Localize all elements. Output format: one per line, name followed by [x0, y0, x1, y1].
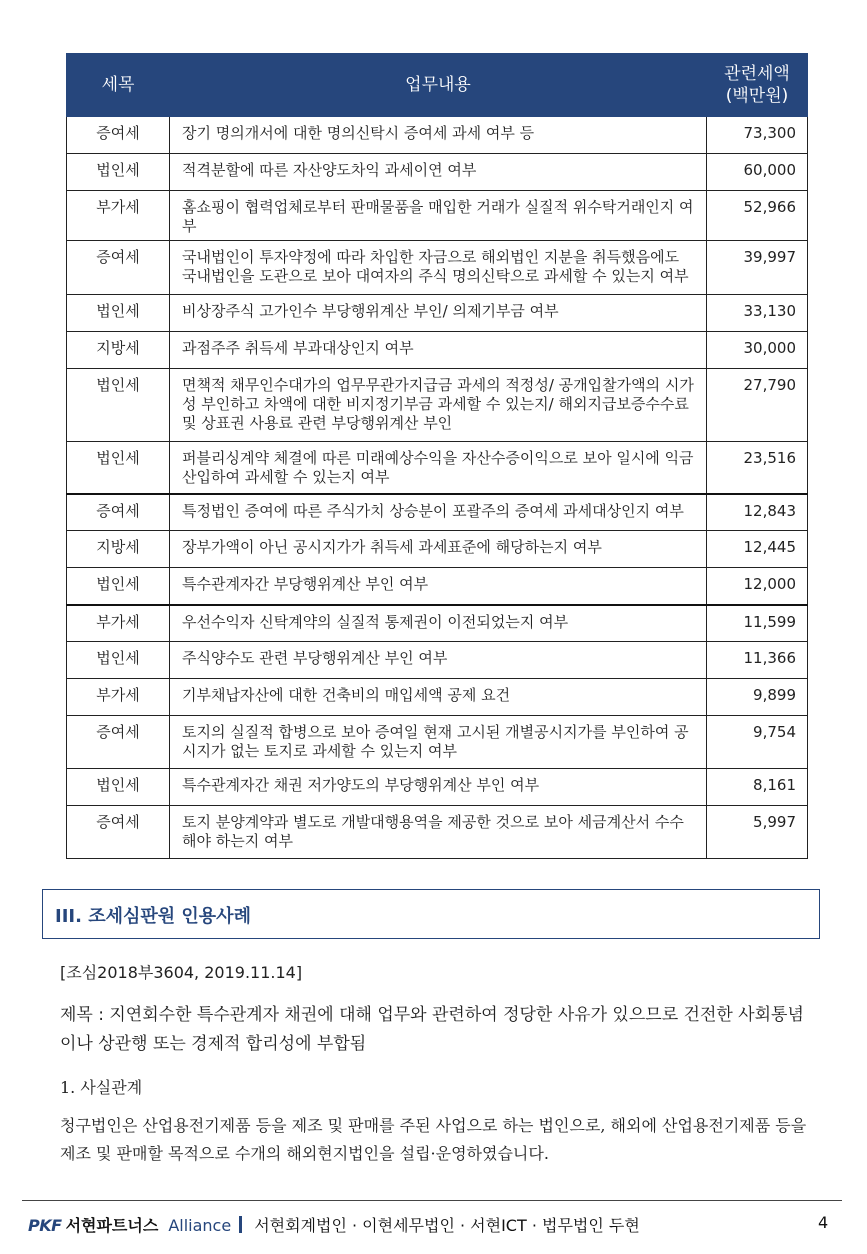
row-desc-cell: 비상장주식 고가인수 부당행위계산 부인/ 의제기부금 여부: [170, 295, 707, 332]
row-desc-cell: 장부가액이 아닌 공시지가가 취득세 과세표준에 해당하는지 여부: [170, 531, 707, 568]
footer-separator: [239, 1216, 242, 1233]
table-header-row: [67, 54, 808, 117]
row-amount-cell: 30,000: [707, 332, 808, 369]
row-tax-cell: 부가세: [67, 605, 170, 642]
row-amount-cell: 11,366: [707, 642, 808, 679]
row-amount-cell: 23,516: [707, 442, 808, 494]
row-tax-cell: 부가세: [67, 191, 170, 241]
table-body: [67, 117, 808, 859]
row-desc-cell: 기부채납자산에 대한 건축비의 매입세액 공제 요건: [170, 679, 707, 716]
section-title: III. 조세심판원 인용사례: [55, 906, 251, 927]
table-row: [67, 117, 808, 154]
row-amount-cell: 9,754: [707, 716, 808, 769]
table-row: [67, 716, 808, 769]
row-amount-cell: 33,130: [707, 295, 808, 332]
row-tax-cell: 법인세: [67, 568, 170, 605]
row-amount-cell: 73,300: [707, 117, 808, 154]
row-tax-cell: 법인세: [67, 295, 170, 332]
row-desc-cell: 우선수익자 신탁계약의 실질적 통제권이 이전되었는지 여부: [170, 605, 707, 642]
row-amount-cell: 9,899: [707, 679, 808, 716]
row-tax-cell: 지방세: [67, 531, 170, 568]
row-desc-cell: 적격분할에 따른 자산양도차익 과세이연 여부: [170, 154, 707, 191]
table-row: [67, 241, 808, 295]
table-row: [67, 442, 808, 494]
row-tax-cell: 증여세: [67, 806, 170, 859]
row-desc-cell: 주식양수도 관련 부당행위계산 부인 여부: [170, 642, 707, 679]
row-amount-cell: 27,790: [707, 369, 808, 442]
row-tax-cell: 법인세: [67, 442, 170, 494]
row-tax-cell: 증여세: [67, 241, 170, 295]
row-desc-cell: 특수관계자간 부당행위계산 부인 여부: [170, 568, 707, 605]
row-tax-cell: 법인세: [67, 369, 170, 442]
row-tax-cell: 증여세: [67, 494, 170, 531]
table-row: [67, 369, 808, 442]
header-amount-line1: 관련세액: [724, 64, 790, 84]
facts-paragraph: 청구법인은 산업용전기제품 등을 제조 및 판매를 주된 사업으로 하는 법인으로, 해외에 산업용전기제품 등을 제조 및 판매할 목적으로 수개의 해외현지법인을 설립·운영하였습니다.: [60, 1116, 807, 1163]
row-tax-cell: 증여세: [67, 117, 170, 154]
row-desc-cell: 홈쇼핑이 협력업체로부터 판매물품을 매입한 거래가 실질적 위수탁거래인지 여부: [170, 191, 707, 241]
table-row: [67, 332, 808, 369]
row-tax-cell: 증여세: [67, 716, 170, 769]
row-amount-cell: 12,000: [707, 568, 808, 605]
row-desc-cell: 퍼블리싱계약 체결에 따른 미래예상수익을 자산수증이익으로 보아 일시에 익금산입하여 과세할 수 있는지 여부: [170, 442, 707, 494]
row-tax-cell: 법인세: [67, 154, 170, 191]
table-row: [67, 642, 808, 679]
table-row: [67, 679, 808, 716]
footer: [28, 1213, 640, 1236]
row-amount-cell: 60,000: [707, 154, 808, 191]
table-row: [67, 531, 808, 568]
header-amount-line2: (백만원): [725, 86, 789, 106]
footer-members: 서현회계법인 · 이현세무법인 · 서현ICT · 법무법인 두현: [254, 1216, 640, 1235]
row-amount-cell: 12,445: [707, 531, 808, 568]
table-row: [67, 769, 808, 806]
row-desc-cell: 토지의 실질적 합병으로 보아 증여일 현재 고시된 개별공시지가를 부인하여 공시지가 없는 토지로 과세할 수 있는지 여부: [170, 716, 707, 769]
table-row: [67, 806, 808, 859]
row-tax-cell: 부가세: [67, 679, 170, 716]
table-row: [67, 295, 808, 332]
row-desc-cell: 특수관계자간 채권 저가양도의 부당행위계산 부인 여부: [170, 769, 707, 806]
page-number: 4: [818, 1213, 829, 1232]
case-reference: [조심2018부3604, 2019.11.14]: [60, 963, 303, 982]
row-desc-cell: 면책적 채무인수대가의 업무무관가지급금 과세의 적정성/ 공개입찰가액의 시가성 부인하고 차액에 대한 비지정기부금 과세할 수 있는지/ 해외지급보증수수료 및 상표권 사용료 관련 부당행위계산 부인: [170, 369, 707, 442]
row-desc-cell: 과점주주 취득세 부과대상인지 여부: [170, 332, 707, 369]
facts-heading: 1. 사실관계: [60, 1078, 143, 1097]
row-amount-cell: 8,161: [707, 769, 808, 806]
pkf-logo: PKF: [28, 1216, 62, 1235]
table-row: [67, 494, 808, 531]
table-row: [67, 191, 808, 241]
section-title-box: [42, 889, 820, 939]
table-row: [67, 568, 808, 605]
row-desc-cell: 특정법인 증여에 따른 주식가치 상승분이 포괄주의 증여세 과세대상인지 여부: [170, 494, 707, 531]
tax-cases-table: [66, 53, 808, 859]
row-desc-cell: 장기 명의개서에 대한 명의신탁시 증여세 과세 여부 등: [170, 117, 707, 154]
header-tax: 세목: [67, 54, 170, 117]
footer-brand: 서현파트너스: [65, 1216, 159, 1235]
case-subject: 제목 : 지연회수한 특수관계자 채권에 대해 업무와 관련하여 정당한 사유가 있으므로 건전한 사회통념이나 상관행 또는 경제적 합리성에 부합됨: [60, 1005, 804, 1054]
row-desc-cell: 토지 분양계약과 별도로 개발대행용역을 제공한 것으로 보아 세금계산서 수수해야 하는지 여부: [170, 806, 707, 859]
header-amount: [707, 54, 808, 117]
footer-alliance: Alliance: [168, 1216, 232, 1235]
header-content: 업무내용: [170, 54, 707, 117]
row-amount-cell: 5,997: [707, 806, 808, 859]
footer-divider: [22, 1200, 842, 1201]
table-row: [67, 605, 808, 642]
row-amount-cell: 11,599: [707, 605, 808, 642]
row-amount-cell: 39,997: [707, 241, 808, 295]
row-desc-cell: 국내법인이 투자약정에 따라 차입한 자금으로 해외법인 지분을 취득했음에도 국내법인을 도관으로 보아 대여자의 주식 명의신탁으로 과세할 수 있는지 여부: [170, 241, 707, 295]
row-tax-cell: 지방세: [67, 332, 170, 369]
row-tax-cell: 법인세: [67, 642, 170, 679]
row-amount-cell: 12,843: [707, 494, 808, 531]
table-row: [67, 154, 808, 191]
row-tax-cell: 법인세: [67, 769, 170, 806]
row-amount-cell: 52,966: [707, 191, 808, 241]
